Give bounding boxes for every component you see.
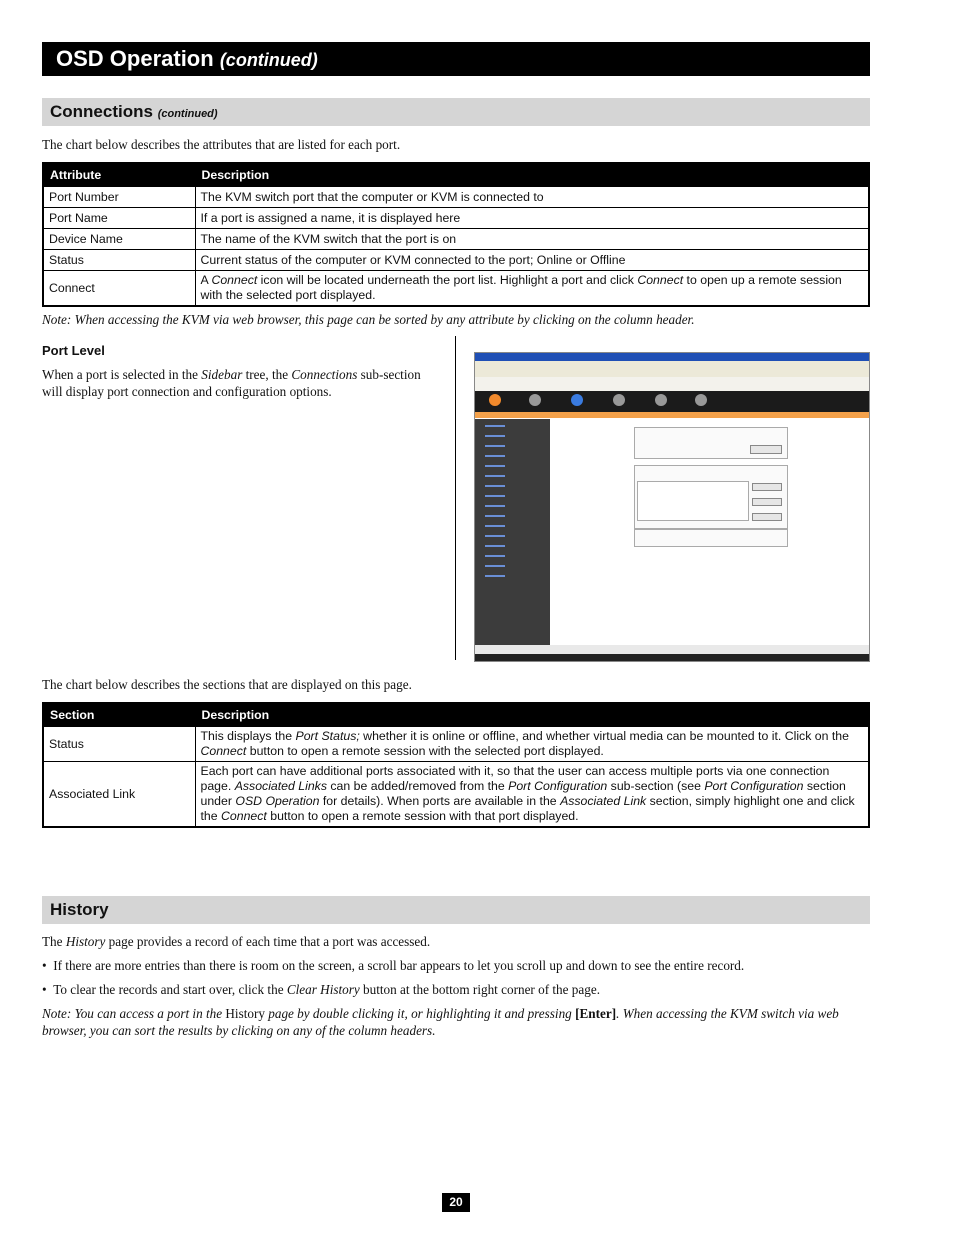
tree-item bbox=[485, 505, 505, 507]
connections-intro: The chart below describes the attributes that are listed for each port. bbox=[42, 137, 401, 152]
app-subnav bbox=[475, 412, 869, 418]
desc-text: section under bbox=[200, 779, 846, 808]
table-header-row bbox=[43, 703, 869, 727]
note-italic: page by double clicking it, or highlighting it and pressing bbox=[264, 1006, 576, 1021]
table-row bbox=[43, 208, 869, 229]
page-title-text: OSD Operation bbox=[56, 46, 214, 71]
desc-text: for details). When ports are available in the bbox=[319, 794, 561, 808]
connect-link-button bbox=[752, 483, 782, 491]
desc-text: whether it is online or offline, and whether virtual media can be mounted to it. Click on the bbox=[359, 729, 849, 743]
desc-italic: Associated Link bbox=[560, 794, 647, 808]
connections-heading-text: Connections bbox=[50, 102, 153, 121]
tree-item bbox=[485, 435, 505, 437]
desc-text: icon will be located underneath the port list. Highlight a port and click bbox=[257, 273, 638, 287]
desc-text: can be added/removed from the bbox=[326, 779, 509, 793]
connect-button bbox=[750, 445, 782, 454]
desc-text: button to open a remote session with the selected port displayed. bbox=[246, 744, 604, 758]
desc-text: A bbox=[200, 273, 212, 287]
text-span: page provides a record of each time that a port was accessed. bbox=[105, 934, 431, 949]
table-cell-attribute: Port Name bbox=[43, 208, 195, 229]
table-cell-description: Current status of the computer or KVM connected to the port; Online or Offline bbox=[195, 250, 869, 271]
table-row bbox=[43, 250, 869, 271]
tree-item bbox=[485, 535, 505, 537]
tree-item bbox=[485, 455, 505, 457]
status-group-box bbox=[634, 427, 788, 459]
tree-item bbox=[485, 515, 505, 517]
table-cell-description bbox=[195, 762, 869, 828]
desc-italic: Connect bbox=[211, 273, 258, 287]
maintenance-icon bbox=[655, 394, 667, 406]
history-heading: History bbox=[50, 900, 109, 919]
download-icon bbox=[695, 394, 707, 406]
column-divider bbox=[455, 336, 456, 660]
desc-text: Each port can have additional ports associated with it, so that the user can access multiple ports via one connection page. bbox=[200, 764, 830, 793]
port-level-text bbox=[42, 366, 422, 400]
page-title-bar bbox=[42, 42, 870, 76]
tree-item bbox=[485, 465, 505, 467]
tree-item bbox=[485, 565, 505, 567]
table-cell-description: The name of the KVM switch that the port is on bbox=[195, 229, 869, 250]
bullet-icon: • bbox=[42, 982, 54, 997]
desc-italic: Associated Links bbox=[234, 779, 327, 793]
history-section-header bbox=[42, 896, 870, 924]
table-cell-description bbox=[195, 271, 869, 307]
app-main-panel bbox=[554, 419, 869, 645]
table-cell-section: Status bbox=[43, 727, 195, 762]
text-span: sub-section will display port connection and configuration options. bbox=[42, 367, 421, 399]
note-italic: . When accessing the KVM switch via web browser, you can sort the results by clicking on any of the column headers. bbox=[42, 1006, 839, 1038]
column-header-description: Description bbox=[195, 163, 869, 187]
bullet-text: To clear the records and start over, click the bbox=[53, 982, 287, 997]
desc-italic: Connect bbox=[637, 273, 684, 287]
connections-section-header bbox=[42, 98, 870, 126]
column-header-attribute: Attribute bbox=[43, 163, 195, 187]
desc-italic: Connect bbox=[200, 744, 247, 758]
browser-menu-bar bbox=[475, 361, 869, 377]
table-row bbox=[43, 271, 869, 307]
table-cell-description: The KVM switch port that the computer or KVM is connected to bbox=[195, 187, 869, 208]
associated-link-list bbox=[637, 481, 749, 521]
desc-italic: OSD Operation bbox=[235, 794, 320, 808]
page-title bbox=[56, 46, 318, 72]
table-cell-description bbox=[195, 727, 869, 762]
browser-address-bar bbox=[475, 377, 869, 391]
page-number: 20 bbox=[442, 1193, 470, 1212]
text-span: The bbox=[42, 934, 66, 949]
note-bold: [Enter] bbox=[575, 1006, 617, 1021]
text-italic: Connections bbox=[291, 367, 358, 382]
port-access-icon bbox=[489, 394, 501, 406]
desc-text: section, simply highlight one and click the bbox=[200, 794, 855, 823]
history-note bbox=[42, 1005, 870, 1039]
tree-item bbox=[485, 475, 505, 477]
table-cell-attribute: Connect bbox=[43, 271, 195, 307]
desc-italic: Port Status; bbox=[295, 729, 360, 743]
attributes-table bbox=[42, 162, 870, 307]
page-title-suffix: (continued) bbox=[219, 50, 318, 70]
note-italic: Note: You can access a port in the bbox=[42, 1006, 226, 1021]
browser-title-bar bbox=[475, 353, 869, 361]
connections-heading bbox=[50, 102, 218, 122]
user-management-icon bbox=[529, 394, 541, 406]
table-row bbox=[43, 727, 869, 762]
tree-item bbox=[485, 545, 505, 547]
app-sidebar bbox=[475, 419, 550, 645]
text-span: When a port is selected in the bbox=[42, 367, 202, 382]
text-span: tree, the bbox=[242, 367, 292, 382]
tree-item bbox=[485, 495, 505, 497]
app-footer bbox=[475, 645, 869, 654]
port-level-screenshot bbox=[474, 352, 870, 662]
table-cell-attribute: Status bbox=[43, 250, 195, 271]
tree-item bbox=[485, 485, 505, 487]
bullet-text: If there are more entries than there is room on the screen, a scroll bar appears to let you scroll up and down to see the entire record. bbox=[53, 958, 745, 973]
desc-italic: Port Configuration bbox=[508, 779, 608, 793]
bullet-icon: • bbox=[42, 958, 54, 973]
tree-item bbox=[485, 425, 505, 427]
table-cell-attribute: Port Number bbox=[43, 187, 195, 208]
device-management-icon bbox=[571, 394, 583, 406]
note-text: History bbox=[225, 1006, 265, 1021]
column-header-section: Section bbox=[43, 703, 195, 727]
port-level-heading: Port Level bbox=[42, 343, 105, 358]
table-row bbox=[43, 229, 869, 250]
table-cell-section: Associated Link bbox=[43, 762, 195, 828]
desc-text: This displays the bbox=[200, 729, 296, 743]
tree-item bbox=[485, 555, 505, 557]
app-copyright-bar bbox=[475, 654, 869, 661]
remove-link-button bbox=[752, 513, 782, 521]
connections-heading-suffix: (continued) bbox=[157, 108, 218, 120]
table-row bbox=[43, 187, 869, 208]
add-link-button bbox=[752, 498, 782, 506]
desc-text: to open up a remote session with the selected port displayed. bbox=[200, 273, 842, 302]
text-italic: History bbox=[65, 934, 106, 949]
desc-text: sub-section (see bbox=[607, 779, 705, 793]
exit-macro-group-box bbox=[634, 529, 788, 547]
text-italic: Sidebar bbox=[201, 367, 243, 382]
history-bullet-1 bbox=[42, 957, 744, 974]
tree-item bbox=[485, 445, 505, 447]
history-bullet-2 bbox=[42, 981, 600, 998]
connections-note: Note: When accessing the KVM via web browser, this page can be sorted by any attribute by clicking on the column header. bbox=[42, 312, 695, 327]
sections-intro: The chart below describes the sections that are displayed on this page. bbox=[42, 677, 412, 692]
desc-italic: Connect bbox=[221, 809, 267, 823]
table-cell-attribute: Device Name bbox=[43, 229, 195, 250]
tree-item bbox=[485, 525, 505, 527]
history-intro bbox=[42, 933, 430, 950]
table-header-row bbox=[43, 163, 869, 187]
text-italic: Clear History bbox=[286, 982, 360, 997]
tree-item bbox=[485, 575, 505, 577]
bullet-text: button at the bottom right corner of the page. bbox=[359, 982, 600, 997]
sections-table bbox=[42, 702, 870, 828]
desc-text: button to open a remote session with that port displayed. bbox=[266, 809, 579, 823]
desc-italic: Port Configuration bbox=[704, 779, 804, 793]
table-row bbox=[43, 762, 869, 828]
column-header-description: Description bbox=[195, 703, 869, 727]
table-cell-description: If a port is assigned a name, it is displayed here bbox=[195, 208, 869, 229]
log-icon bbox=[613, 394, 625, 406]
